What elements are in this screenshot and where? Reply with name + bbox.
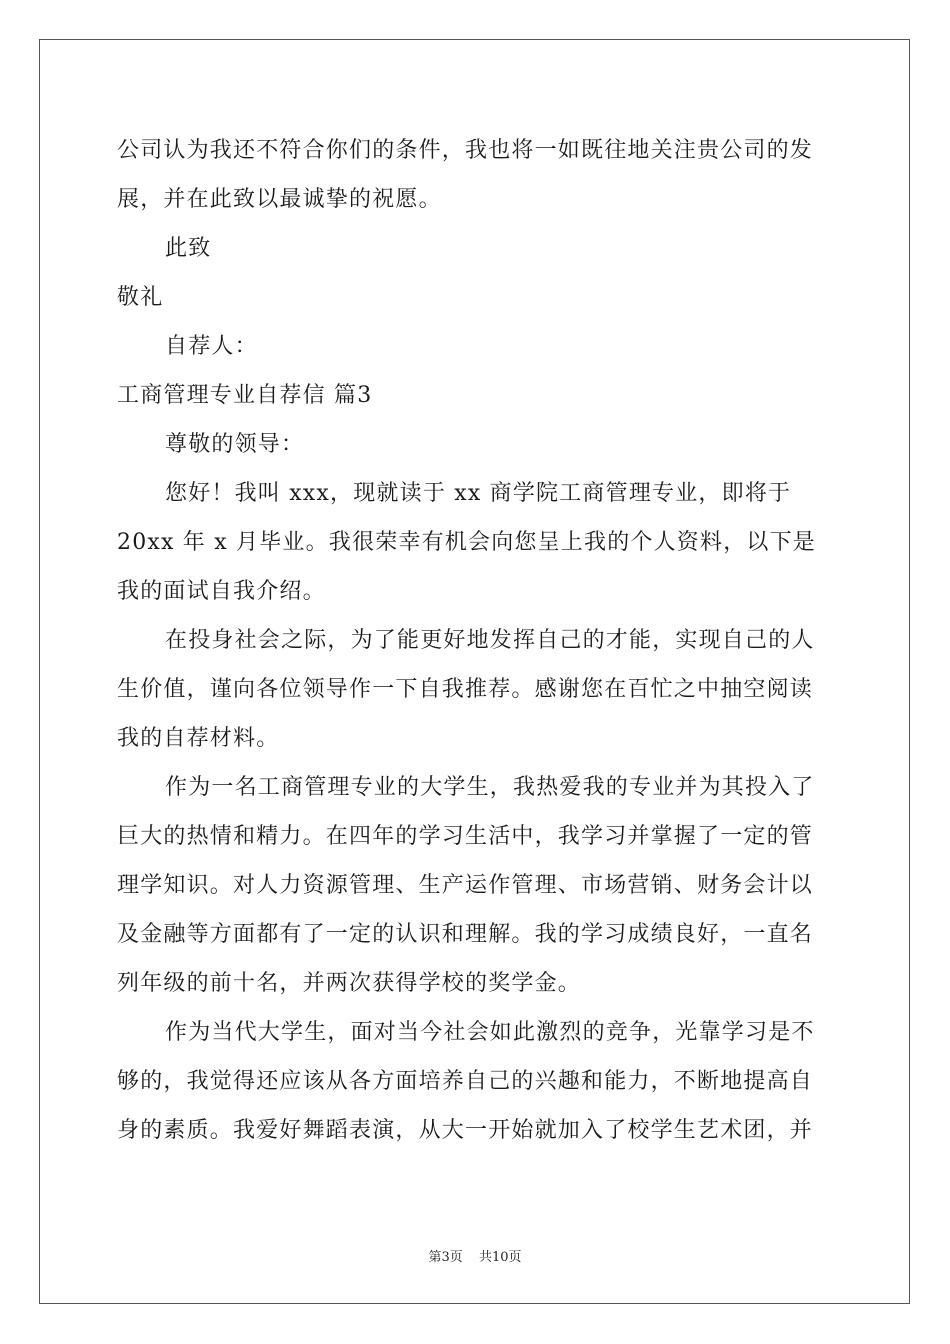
text-line: 及金融等方面都有了一定的认识和理解。我的学习成绩良好，一直名	[117, 922, 814, 947]
text-line: 我的自荐材料。	[117, 726, 280, 751]
closing-salutation: 此致	[165, 236, 212, 261]
text-line: 够的，我觉得还应该从各方面培养自己的兴趣和能力，不断地提高自	[117, 1069, 814, 1094]
text-line: 巨大的热情和精力。在四年的学习生活中，我学习并掌握了一定的管	[117, 824, 814, 849]
text-line: 身的素质。我爱好舞蹈表演，从大一开始就加入了校学生艺术团，并	[117, 1118, 814, 1143]
text-line: 生价值，谨向各位领导作一下自我推荐。感谢您在百忙之中抽空阅读	[117, 677, 814, 702]
text-line: 理学知识。对人力资源管理、生产运作管理、市场营销、财务会计以	[117, 873, 814, 898]
page-total: 共10页	[478, 1250, 522, 1265]
text-line: 作为当代大学生，面对当今社会如此激烈的竞争，光靠学习是不	[165, 1020, 815, 1045]
closing-regards: 敬礼	[117, 285, 164, 310]
text-line: 20xx 年 x 月毕业。我很荣幸有机会向您呈上我的个人资料，以下是	[117, 530, 816, 555]
text-line: 作为一名工商管理专业的大学生，我热爱我的专业并为其投入了	[165, 775, 815, 800]
greeting: 尊敬的领导：	[165, 432, 305, 457]
page-footer	[0, 1246, 950, 1265]
text-line: 公司认为我还不符合你们的条件，我也将一如既往地关注贵公司的发	[117, 138, 814, 163]
section-title: 工商管理专业自荐信 篇3	[117, 383, 373, 408]
document-body	[117, 126, 833, 1155]
signature-label: 自荐人：	[165, 334, 258, 359]
text-line: 列年级的前十名，并两次获得学校的奖学金。	[117, 971, 582, 996]
text-line: 您好！我叫 xxx，现就读于 xx 商学院工商管理专业，即将于	[165, 481, 792, 506]
text-line: 在投身社会之际，为了能更好地发挥自己的才能，实现自己的人	[165, 628, 815, 653]
page-number: 第3页	[428, 1250, 463, 1265]
text-line: 我的面试自我介绍。	[117, 579, 326, 604]
text-line: 展，并在此致以最诚挚的祝愿。	[117, 187, 442, 212]
